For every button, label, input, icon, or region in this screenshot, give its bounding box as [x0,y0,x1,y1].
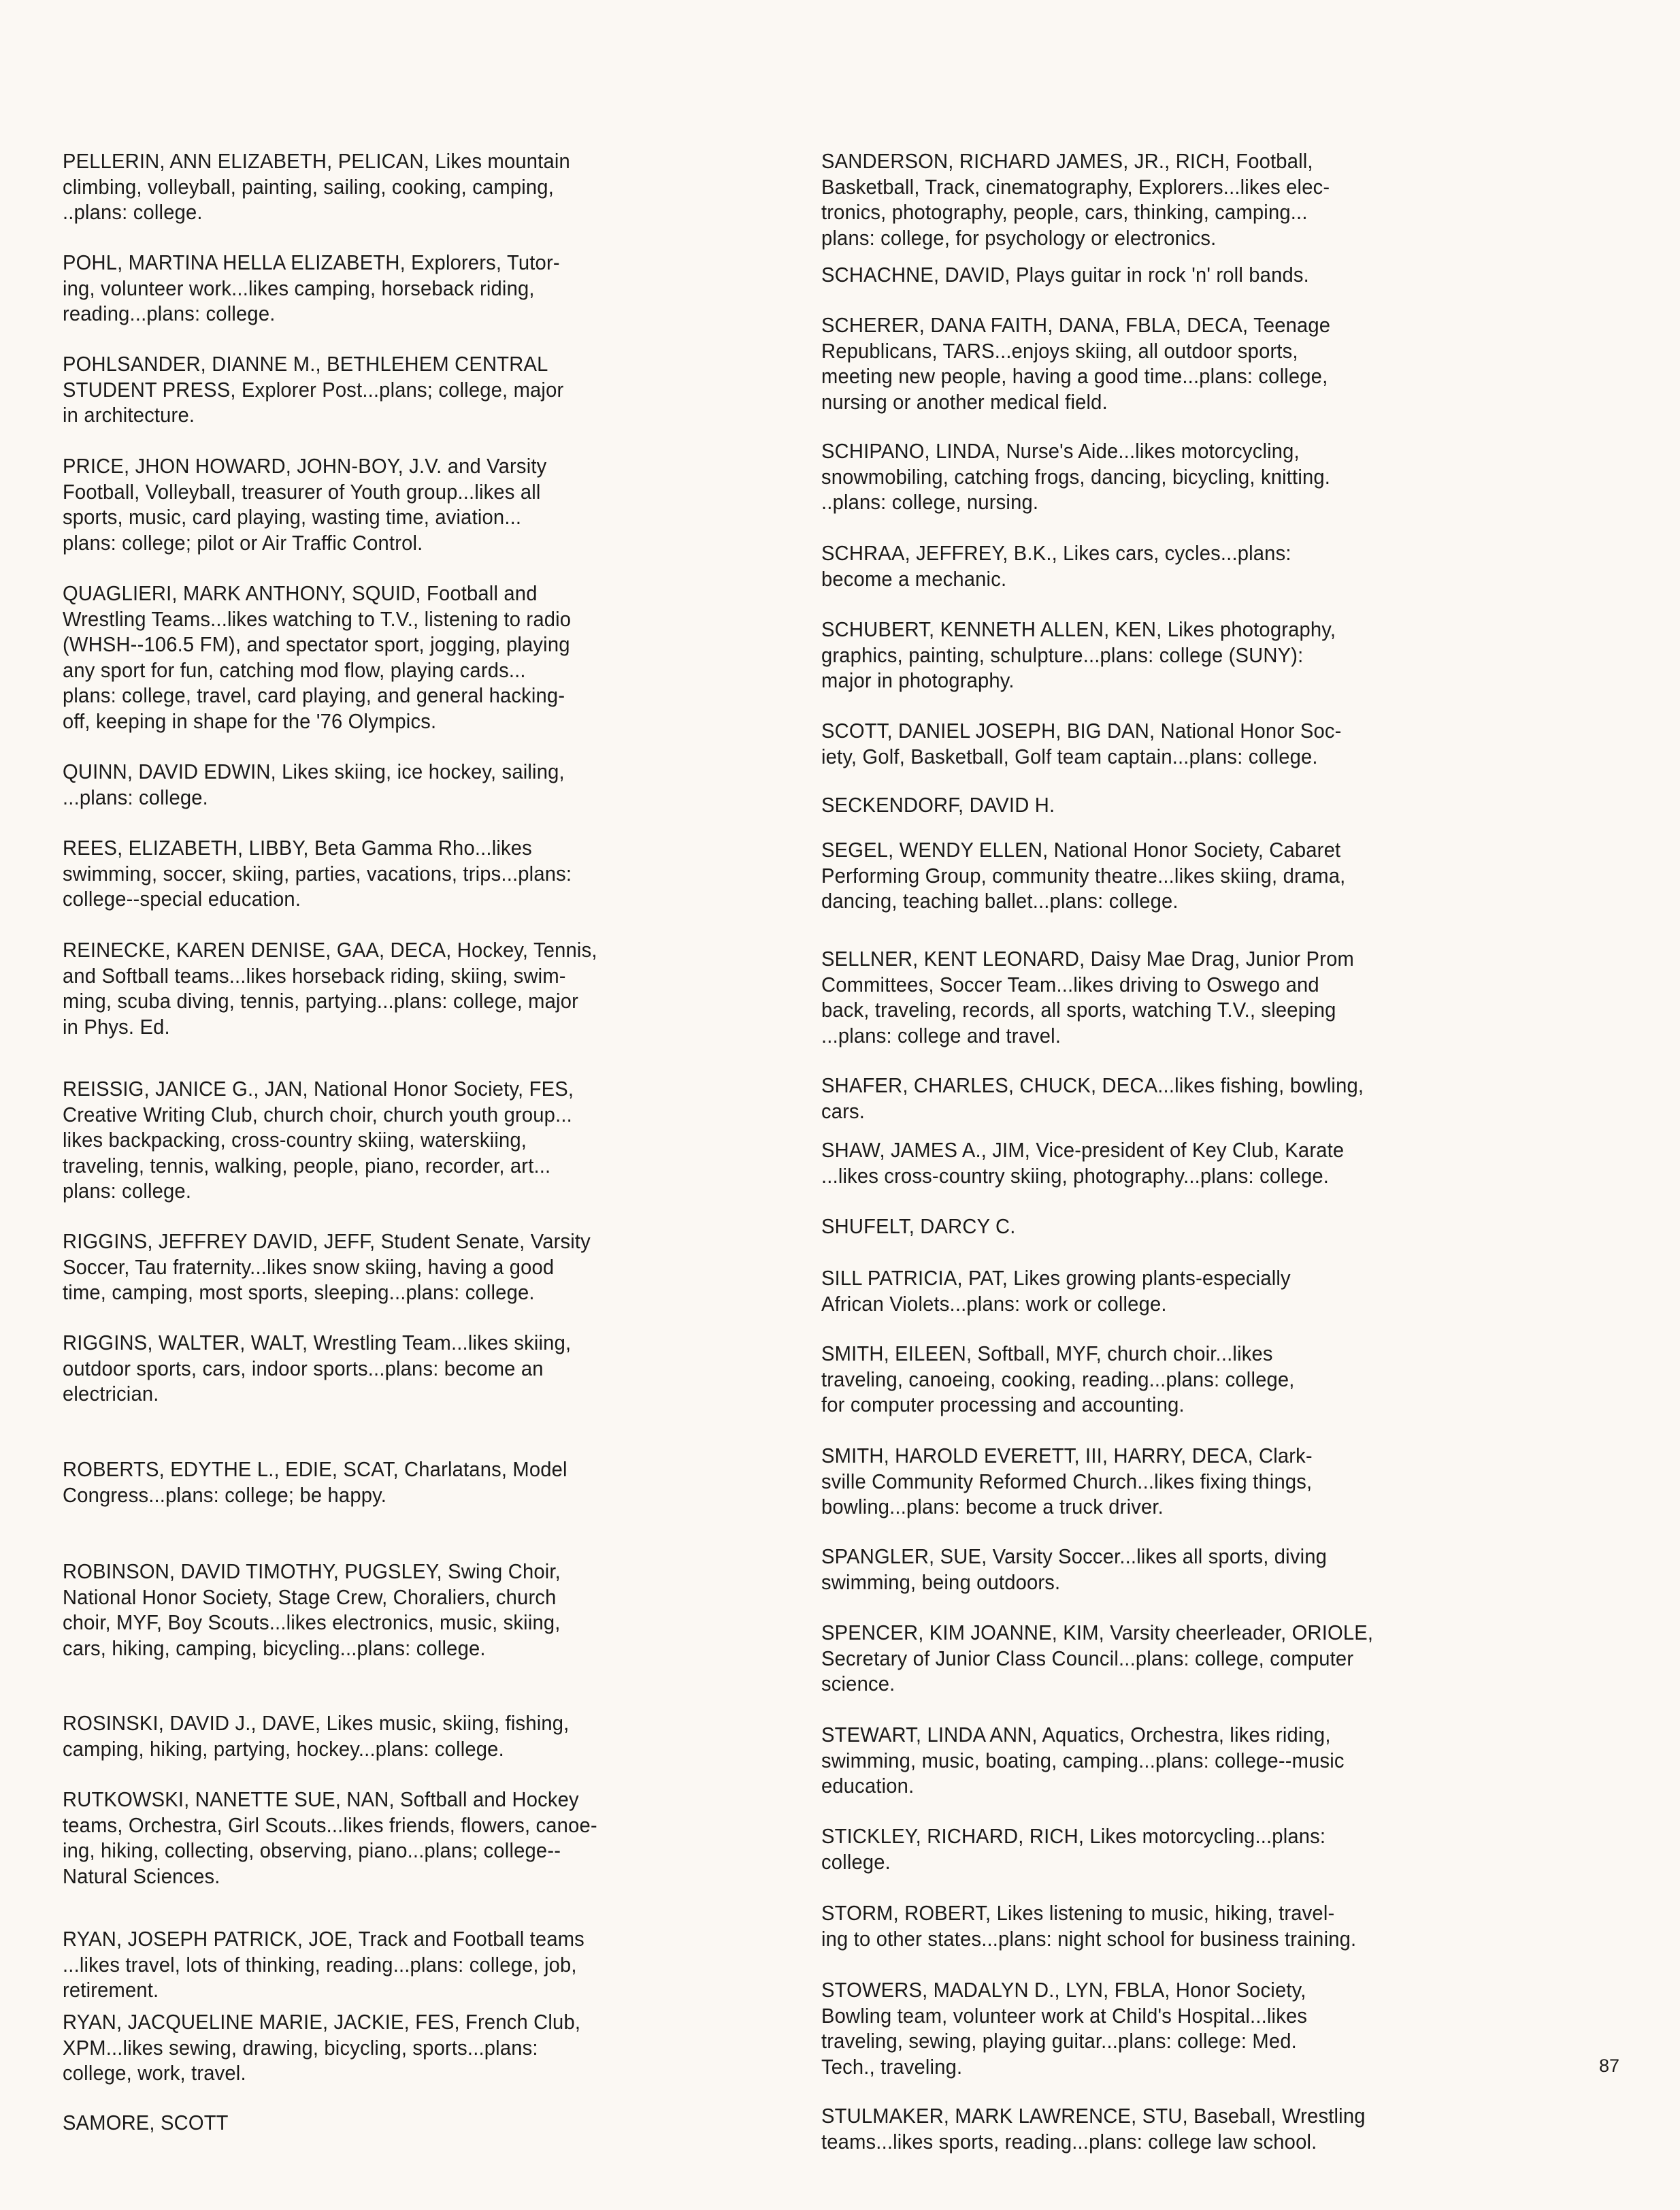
entry-line: outdoor sports, cars, indoor sports...plans: become an [63,1356,544,1380]
entry-line: SMITH, EILEEN, Softball, MYF, church choir...likes [821,1342,1273,1365]
senior-entry-reinecke [63,937,785,1039]
entry-line: SAMORE, SCOTT [63,2111,229,2134]
senior-entry-sanderson [821,148,1544,250]
senior-entry-pohl [63,250,785,327]
entry-line: camping, hiking, partying, hockey...plans: college. [63,1736,504,1761]
senior-entry-price [63,453,785,555]
entry-line: SPENCER, KIM JOANNE, KIM, Varsity cheerleader, ORIOLE, [821,1621,1374,1644]
entry-line: REES, ELIZABETH, LIBBY, Beta Gamma Rho...likes [63,836,532,860]
entry-line: ..plans: college. [63,200,203,224]
senior-entry-stewart [821,1722,1544,1799]
entry-line: sports, music, card playing, wasting time, aviation... [63,505,522,529]
entry-line: retirement. [63,1978,159,2002]
entry-line: SHAFER, CHARLES, CHUCK, DECA...likes fishing, bowling, [821,1073,1364,1097]
senior-entry-schachne [821,262,1544,288]
senior-entry-roberts [63,1457,785,1508]
entry-line: bowling...plans: become a truck driver. [821,1495,1164,1518]
entry-line: RYAN, JOSEPH PATRICK, JOE, Track and Football teams [63,1927,584,1951]
senior-entry-segel [821,837,1544,914]
entry-line: climbing, volleyball, painting, sailing, cooking, camping, [63,174,554,199]
entry-line: teams...likes sports, reading...plans: college law school. [821,2129,1317,2154]
entry-line: cars. [821,1099,866,1123]
entry-line: time, camping, most sports, sleeping...plans: college. [63,1280,535,1304]
entry-line: Wrestling Teams...likes watching to T.V., listening to radio [63,606,572,631]
entry-line: any sport for fun, catching mod flow, playing cards... [63,657,526,682]
senior-entry-pohlsander [63,351,785,428]
entry-line: ming, scuba diving, tennis, partying...plans: college, major [63,989,578,1013]
entry-line: ..plans: college, nursing. [821,490,1039,514]
senior-entry-schubert [821,617,1544,694]
entry-line: ...likes cross-country skiing, photography...plans: college. [821,1163,1330,1188]
entry-line: plans: college, travel, card playing, and general hacking- [63,683,565,707]
entry-line: SPANGLER, SUE, Varsity Soccer...likes all sports, diving [821,1544,1328,1568]
entry-line: plans: college. [63,1179,192,1203]
entry-line: teams, Orchestra, Girl Scouts...likes friends, flowers, canoe- [63,1813,597,1837]
entry-line: traveling, sewing, playing guitar...plans: college: Med. [821,2029,1297,2053]
entry-line: RIGGINS, WALTER, WALT, Wrestling Team...likes skiing, [63,1331,572,1354]
entry-line: college, work, travel. [63,2061,246,2085]
senior-entry-rosinski [63,1710,785,1761]
entry-line: ing to other states...plans: night school for business training. [821,1926,1357,1951]
entry-line: (WHSH--106.5 FM), and spectator sport, jogging, playing [63,632,570,656]
entry-line: Natural Sciences. [63,1864,220,1888]
entry-line: science. [821,1672,895,1695]
senior-entry-ryan-jacqueline [63,2009,785,2086]
entry-line: QUINN, DAVID EDWIN, Likes skiing, ice hockey, sailing, [63,760,565,783]
senior-entry-quinn [63,759,785,810]
entry-line: REINECKE, KAREN DENISE, GAA, DECA, Hockey, Tennis, [63,938,597,962]
entry-line: STORM, ROBERT, Likes listening to music, hiking, travel- [821,1901,1335,1925]
entry-line: ROSINSKI, DAVID J., DAVE, Likes music, skiing, fishing, [63,1711,570,1735]
entry-line: off, keeping in shape for the '76 Olympics. [63,709,437,733]
senior-entry-stickley [821,1823,1544,1874]
entry-line: SCHACHNE, DAVID, Plays guitar in rock 'n' roll bands. [821,263,1309,287]
entry-line: STEWART, LINDA ANN, Aquatics, Orchestra, likes riding, [821,1723,1331,1746]
entry-line: National Honor Society, Stage Crew, Choraliers, church [63,1585,557,1609]
senior-entry-spangler [821,1544,1544,1595]
senior-entry-rutkowski [63,1787,785,1889]
senior-entry-schipano [821,438,1544,515]
entry-line: Tech., traveling. [821,2054,963,2079]
entry-line: plans: college, for psychology or electronics. [821,225,1217,250]
entry-line: POHL, MARTINA HELLA ELIZABETH, Explorers, Tutor- [63,250,560,274]
senior-entry-stulmaker [821,2103,1544,2154]
entry-line: nursing or another medical field. [821,389,1108,414]
entry-line: SCHUBERT, KENNETH ALLEN, KEN, Likes photography, [821,617,1336,641]
senior-entry-sellner [821,946,1544,1048]
entry-line: ...likes travel, lots of thinking, reading...plans: college, job, [63,1952,577,1977]
senior-entry-shafer [821,1073,1544,1124]
senior-entry-reissig [63,1076,785,1204]
entry-line: African Violets...plans: work or college. [821,1291,1167,1316]
senior-entry-scherer [821,312,1544,415]
entry-line: QUAGLIERI, MARK ANTHONY, SQUID, Football and [63,581,538,605]
senior-entry-sill [821,1265,1544,1316]
entry-line: tronics, photography, people, cars, thinking, camping... [821,200,1308,224]
entry-line: reading...plans: college. [63,302,276,325]
entry-line: SANDERSON, RICHARD JAMES, JR., RICH, Football, [821,149,1313,173]
entry-line: in Phys. Ed. [63,1014,170,1039]
senior-entry-storm [821,1900,1544,1951]
entry-line: major in photography. [821,668,1015,692]
entry-line: dancing, teaching ballet...plans: college. [821,889,1179,913]
entry-line: ROBINSON, DAVID TIMOTHY, PUGSLEY, Swing Choir, [63,1559,561,1583]
entry-line: RIGGINS, JEFFREY DAVID, JEFF, Student Senate, Varsity [63,1229,591,1253]
entry-line: STUDENT PRESS, Explorer Post...plans; college, major [63,377,564,402]
entry-line: iety, Golf, Basketball, Golf team captain...plans: college. [821,744,1318,768]
entry-line: Republicans, TARS...enjoys skiing, all outdoor sports, [821,338,1298,363]
entry-line: SHUFELT, DARCY C. [821,1214,1016,1238]
senior-entry-smith-eileen [821,1341,1544,1418]
entry-line: choir, MYF, Boy Scouts...likes electronics, music, skiing, [63,1610,561,1634]
senior-entry-shufelt [821,1214,1544,1239]
entry-line: XPM...likes sewing, drawing, bicycling, sports...plans: [63,2035,538,2060]
entry-line: Committees, Soccer Team...likes driving to Oswego and [821,972,1319,996]
entry-line: swimming, being outdoors. [821,1570,1061,1594]
entry-line: graphics, painting, schulpture...plans: college (SUNY): [821,643,1304,667]
entry-line: electrician. [63,1382,159,1405]
entry-line: ...plans: college and travel. [821,1023,1061,1047]
page-number: 87 [1599,2055,1620,2076]
entry-line: RYAN, JACQUELINE MARIE, JACKIE, FES, French Club, [63,2010,581,2034]
entry-line: for computer processing and accounting. [821,1393,1185,1416]
senior-entry-quaglieri [63,581,785,734]
entry-line: cars, hiking, camping, bicycling...plans: college. [63,1636,486,1660]
senior-entry-samore [63,2110,785,2136]
entry-line: SCHIPANO, LINDA, Nurse's Aide...likes motorcycling, [821,439,1300,463]
senior-entry-ryan-joseph [63,1926,785,2003]
senior-entry-spencer [821,1620,1544,1697]
entry-line: POHLSANDER, DIANNE M., BETHLEHEM CENTRAL [63,352,548,376]
entry-line: likes backpacking, cross-country skiing, waterskiing, [63,1128,527,1152]
entry-line: swimming, music, boating, camping...plans: college--music [821,1748,1345,1772]
entry-line: SHAW, JAMES A., JIM, Vice-president of Key Club, Karate [821,1138,1345,1162]
entry-line: SILL PATRICIA, PAT, Likes growing plants-especially [821,1266,1291,1290]
senior-entry-riggins-walter [63,1330,785,1407]
entry-line: ...plans: college. [63,785,208,809]
senior-entry-smith-harold [821,1443,1544,1520]
entry-line: Congress...plans: college; be happy. [63,1482,387,1507]
senior-entry-seckendorf [821,792,1544,818]
entry-line: ROBERTS, EDYTHE L., EDIE, SCAT, Charlatans, Model [63,1457,567,1481]
senior-entry-pellerin [63,148,785,225]
senior-entry-schraa [821,540,1544,591]
entry-line: snowmobiling, catching frogs, dancing, bicycling, knitting. [821,464,1331,489]
entry-line: ing, volunteer work...likes camping, horseback riding, [63,276,535,300]
entry-line: Secretary of Junior Class Council...plans: college, computer [821,1646,1354,1670]
entry-line: SCOTT, DANIEL JOSEPH, BIG DAN, National Honor Soc- [821,719,1342,743]
senior-entry-shaw [821,1137,1544,1188]
entry-line: traveling, tennis, walking, people, piano, recorder, art... [63,1153,551,1177]
entry-line: college--special education. [63,887,301,911]
entry-line: Basketball, Track, cinematography, Explorers...likes elec- [821,174,1330,199]
entry-line: SEGEL, WENDY ELLEN, National Honor Society, Cabaret [821,838,1341,862]
entry-line: plans: college; pilot or Air Traffic Control. [63,530,423,555]
entry-line: Football, Volleyball, treasurer of Youth group...likes all [63,479,541,504]
entry-line: meeting new people, having a good time...plans: college, [821,364,1328,388]
entry-line: RUTKOWSKI, NANETTE SUE, NAN, Softball and Hockey [63,1787,579,1811]
entry-line: STULMAKER, MARK LAWRENCE, STU, Baseball, Wrestling [821,2104,1366,2128]
senior-entry-scott [821,718,1544,769]
entry-line: swimming, soccer, skiing, parties, vacations, trips...plans: [63,861,572,885]
entry-line: SELLNER, KENT LEONARD, Daisy Mae Drag, Junior Prom [821,947,1354,971]
entry-line: college. [821,1849,891,1874]
entry-line: REISSIG, JANICE G., JAN, National Honor Society, FES, [63,1077,574,1101]
entry-line: back, traveling, records, all sports, watching T.V., sleeping [821,998,1336,1022]
entry-line: Soccer, Tau fraternity...likes snow skiing, having a good [63,1254,555,1279]
entry-line: SCHERER, DANA FAITH, DANA, FBLA, DECA, Teenage [821,313,1331,337]
senior-entry-robinson [63,1559,785,1661]
entry-line: ing, hiking, collecting, observing, piano...plans; college-- [63,1838,561,1862]
entry-line: traveling, canoeing, cooking, reading...plans: college, [821,1367,1295,1391]
entry-line: STOWERS, MADALYN D., LYN, FBLA, Honor Society, [821,1978,1306,2002]
senior-entry-rees [63,835,785,912]
entry-line: Creative Writing Club, church choir, church youth group... [63,1102,572,1126]
entry-line: PRICE, JHON HOWARD, JOHN-BOY, J.V. and Varsity [63,454,547,478]
entry-line: and Softball teams...likes horseback riding, skiing, swim- [63,963,566,988]
senior-entry-stowers [821,1977,1544,2079]
entry-line: SECKENDORF, DAVID H. [821,793,1055,817]
entry-line: SCHRAA, JEFFREY, B.K., Likes cars, cycles...plans: [821,541,1291,565]
senior-entry-riggins-jeffrey [63,1229,785,1305]
entry-line: PELLERIN, ANN ELIZABETH, PELICAN, Likes mountain [63,149,570,173]
entry-line: STICKLEY, RICHARD, RICH, Likes motorcycling...plans: [821,1824,1326,1848]
entry-line: Performing Group, community theatre...likes skiing, drama, [821,863,1346,888]
entry-line: in architecture. [63,403,195,427]
entry-line: become a mechanic. [821,566,1007,591]
entry-line: education. [821,1774,915,1798]
entry-line: SMITH, HAROLD EVERETT, III, HARRY, DECA, Clark- [821,1444,1313,1467]
entry-line: Bowling team, volunteer work at Child's Hospital...likes [821,2003,1308,2028]
entry-line: sville Community Reformed Church...likes fixing things, [821,1469,1313,1493]
